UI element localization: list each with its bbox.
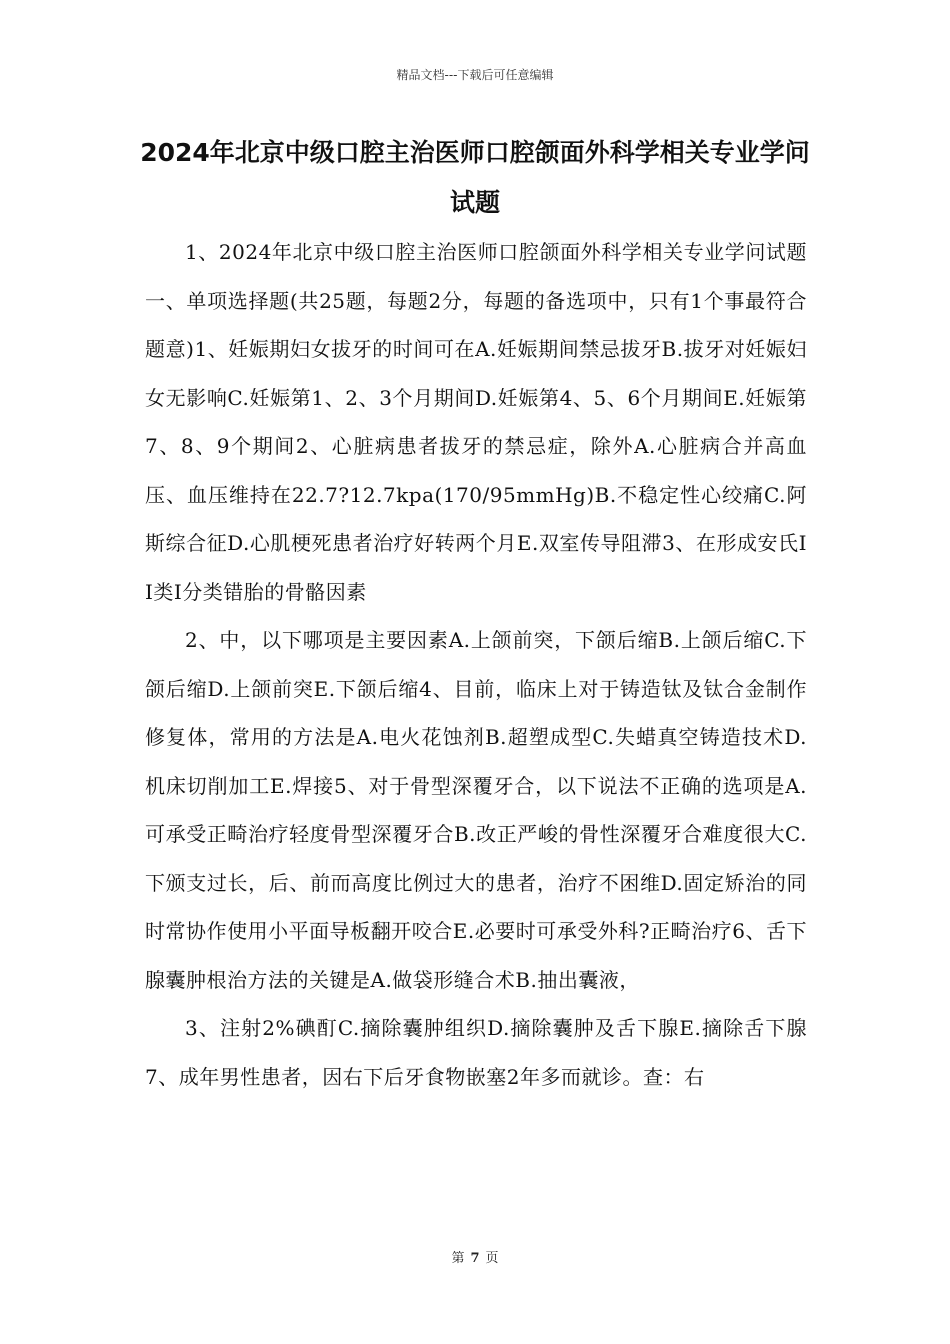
page-footer (0, 1247, 950, 1266)
document-title: 2024年北京中级口腔主治医师口腔颌面外科学相关专业学问试题 (140, 138, 810, 217)
page-header: 精品文档---下载后可任意编辑 (396, 68, 554, 82)
paragraph-2: 2、中，以下哪项是主要因素A.上颌前突，下颌后缩B.上颌后缩C.下颌后缩D.上颌前突E.下颌后缩4、目前，临床上对于铸造钛及钛合金制作修复体，常用的方法是A.电火花蚀剂B.超塑成型C.失蜡真空铸造技术D.机床切削加工E.焊接5、对于骨型深覆牙合，以下说法不正确的选项是A.可承受正畸治疗轻度骨型深覆牙合B.改正严峻的骨性深覆牙合难度很大C.下颁支过长，后、前而高度比例过大的患者，治疗不困维D.固定矫治的同时常协作使用小平面导板翻开咬合E.必要时可承受外科?正畸治疗6、舌下腺囊肿根治方法的关键是A.做袋形缝合术B.抽出囊液， (145, 628, 807, 992)
page-number: 7 (470, 1251, 480, 1266)
paragraph-1: 1、2024年北京中级口腔主治医师口腔颌面外科学相关专业学问试题一、单项选择题(共25题，每题2分，每题的备选项中，只有1个事最符合题意)1、妊娠期妇女拔牙的时间可在A.妊娠期间禁忌拔牙B.拔牙对妊娠妇女无影响C.妊娠第1、2、3个月期间D.妊娠第4、5、6个月期间E.妊娠第7、8、9个期间2、心脏病患者拔牙的禁忌症，除外A.心脏病合并高血压、血压维持在22.7?12.7kpa(170/95mmHg)B.不稳定性心绞痛C.阿斯综合征D.心肌梗死患者治疗好转两个月E.双室传导阻滞3、在形成安氏II类I分类错胎的骨骼因素 (145, 240, 807, 604)
page-number-suffix: 页 (485, 1251, 499, 1266)
page-number-prefix: 第 (451, 1251, 465, 1266)
document-body (145, 228, 807, 1101)
paragraph-3: 3、注射2%碘酊C.摘除囊肿组织D.摘除囊肿及舌下腺E.摘除舌下腺7、成年男性患者，因右下后牙食物嵌塞2年多而就诊。查：右 (145, 1016, 807, 1089)
